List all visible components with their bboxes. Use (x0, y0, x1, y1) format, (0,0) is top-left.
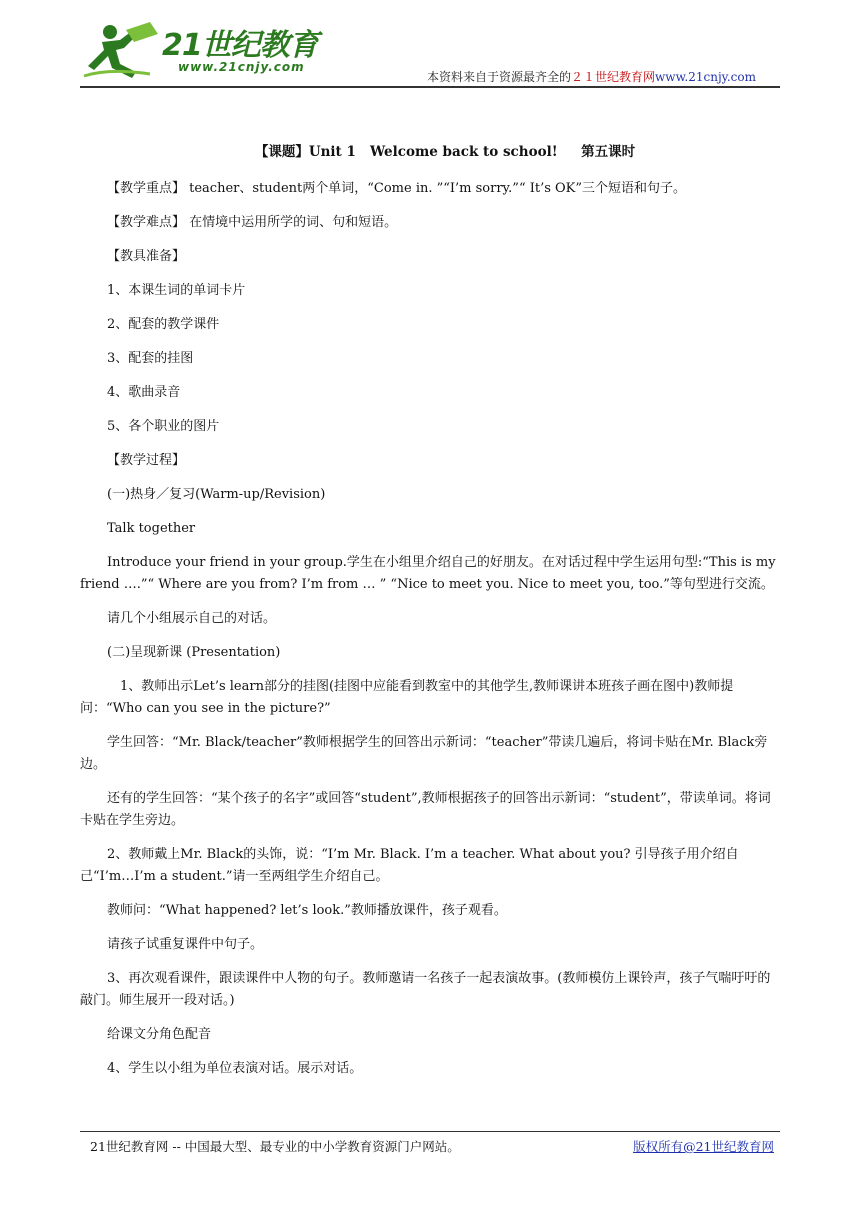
paragraph: Talk together (107, 521, 196, 536)
list-item: 3、配套的挂图 (107, 351, 194, 366)
paragraph-process-heading: 【教学过程】 (107, 453, 186, 468)
paragraph: 还有的学生回答：“某个孩子的名字”或回答“student”,教师根据孩子的回答出示新词：“student”，带读单词。将词卡贴在学生旁边。 (80, 791, 771, 828)
section-presentation-heading: (二)呈现新课 (Presentation) (107, 645, 281, 660)
header-note-url[interactable]: www.21cnjy.com (655, 70, 756, 84)
paragraph-focus: 【教学重点】 teacher、student两个单词，“Come in. ”“I’m sorry.”“ It’s OK”三个短语和句子。 (107, 181, 687, 196)
lesson-title: 【课题】Unit 1 Welcome back to school! 第五课时 (254, 144, 636, 160)
header-note-prefix: 本资料来自于资源最齐全的 (427, 70, 572, 84)
paragraph-materials-heading: 【教具准备】 (107, 249, 186, 264)
paragraph: 请几个小组展示自己的对话。 (107, 611, 277, 626)
paragraph: 请孩子试重复课件中句子。 (107, 937, 264, 952)
page-header (80, 18, 780, 88)
document-body (80, 140, 780, 1092)
paragraph: 3、再次观看课件，跟读课件中人物的句子。教师邀请一名孩子一起表演故事。(教师模仿上课铃声，孩子气喘吁吁的敲门。师生展开一段对话。) (80, 971, 771, 1008)
logo-url: www.21cnjy.com (178, 60, 305, 74)
list-item: 1、本课生词的单词卡片 (107, 283, 246, 298)
paragraph: 1、教师出示Let’s learn部分的挂图(挂图中应能看到教室中的其他学生,教师课讲本班孩子画在图中)教师提问：“Who can you see in the picture?” (80, 679, 734, 716)
paragraph: 4、学生以小组为单位表演对话。展示对话。 (107, 1061, 363, 1076)
header-divider (80, 86, 780, 88)
list-item: 5、各个职业的图片 (107, 419, 220, 434)
paragraph: 给课文分角色配音 (107, 1027, 212, 1042)
list-item: 4、歌曲录音 (107, 385, 181, 400)
header-note-brand: ２１世纪教育网 (571, 70, 656, 84)
footer-copyright-link[interactable]: 版权所有@21世纪教育网 (633, 1139, 774, 1154)
paragraph: 2、教师戴上Mr. Black的头饰，说：“I’m Mr. Black. I’m a teacher. What about you? 引导孩子用介绍自己“I’m…I’m a student.”请一至两组学生介绍自己。 (80, 847, 739, 884)
header-source-note (427, 68, 756, 85)
logo-wordmark: 21世纪教育 (162, 28, 318, 63)
section-warmup-heading: (一)热身／复习(Warm-up/Revision) (107, 487, 326, 502)
list-item: 2、配套的教学课件 (107, 317, 220, 332)
paragraph: Introduce your friend in your group.学生在小组里介绍自己的好朋友。在对话过程中学生运用句型:“This is my friend ….”“ Where are you from? I’m from … ” “Nice to meet you. Nice to meet you, too.”等句型进行交流。 (80, 555, 776, 592)
runner-logo-icon (80, 20, 170, 82)
paragraph: 教师问：“What happened? let’s look.”教师播放课件，孩子观看。 (107, 903, 507, 918)
footer-divider (80, 1131, 780, 1132)
paragraph-difficulty: 【教学难点】 在情境中运用所学的词、句和短语。 (107, 215, 398, 230)
footer-tagline: 21世纪教育网 -- 中国最大型、最专业的中小学教育资源门户网站。 (90, 1139, 460, 1154)
site-logo (80, 20, 320, 82)
paragraph: 学生回答：“Mr. Black/teacher”教师根据学生的回答出示新词：“teacher”带读几遍后，将词卡贴在Mr. Black旁边。 (80, 735, 768, 772)
